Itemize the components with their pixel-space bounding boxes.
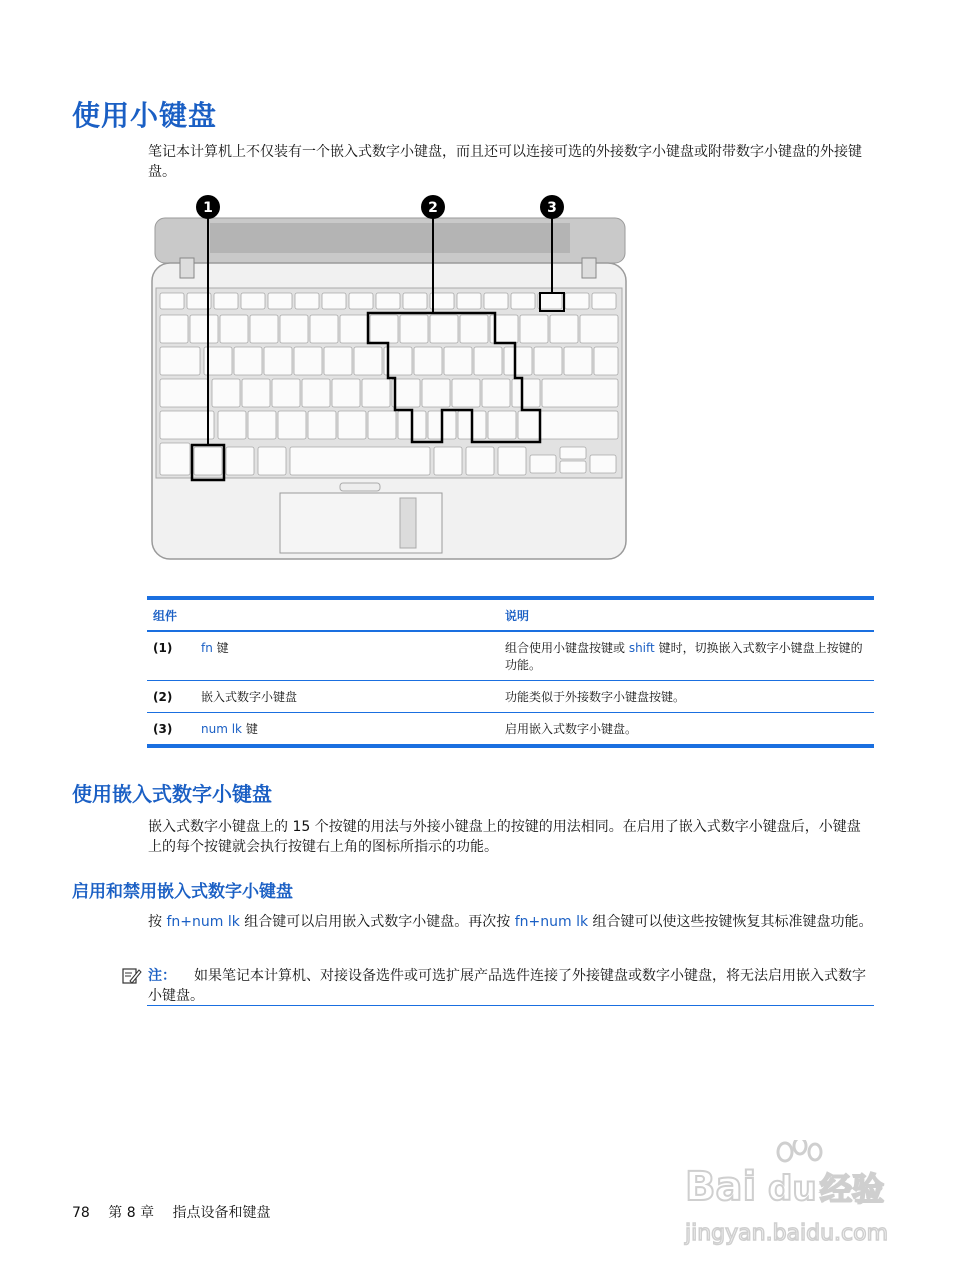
key-name: num lk bbox=[201, 722, 242, 736]
keyboard-key bbox=[560, 447, 586, 459]
note-pencil-icon bbox=[122, 966, 142, 986]
row-description bbox=[499, 713, 874, 747]
callout-3 bbox=[540, 195, 564, 219]
keyboard-key bbox=[434, 447, 462, 475]
keyboard-key bbox=[488, 411, 516, 439]
keyboard-key bbox=[590, 455, 616, 473]
keyboard-key bbox=[264, 347, 292, 375]
keyboard-key bbox=[504, 347, 532, 375]
table-row bbox=[147, 681, 874, 713]
callout-2 bbox=[421, 195, 445, 219]
keyboard-key bbox=[340, 315, 368, 343]
section-heading: 使用嵌入式数字小键盘 bbox=[72, 782, 272, 806]
keyboard-key bbox=[324, 347, 352, 375]
keyboard-key bbox=[338, 411, 366, 439]
component-text: 键 bbox=[212, 641, 229, 655]
keyboard-key bbox=[534, 347, 562, 375]
keyboard-key bbox=[234, 347, 262, 375]
keyboard-key bbox=[190, 315, 218, 343]
keyboard-key bbox=[362, 379, 390, 407]
row-description bbox=[499, 681, 874, 713]
chapter-title: 指点设备和键盘 bbox=[172, 1205, 271, 1221]
keyboard-key bbox=[444, 347, 472, 375]
subsection-paragraph bbox=[148, 912, 874, 932]
keyboard-key bbox=[160, 411, 214, 439]
keyboard-key bbox=[194, 447, 222, 475]
row-component bbox=[195, 631, 499, 681]
baidu-watermark bbox=[680, 1140, 910, 1250]
watermark-brand: Bai bbox=[685, 1164, 757, 1210]
keyboard-key bbox=[278, 411, 306, 439]
note-text: 如果笔记本计算机、对接设备选件或可选扩展产品选件连接了外接键盘或数字小键盘，将无法启用嵌入式数字小键盘。 bbox=[148, 968, 866, 1004]
text-part: 组合键可以使这些按键恢复其标准键盘功能。 bbox=[588, 914, 873, 930]
keyboard-key bbox=[322, 293, 346, 309]
keyboard-key bbox=[560, 461, 586, 473]
keyboard-key bbox=[538, 293, 562, 309]
keyboard-key bbox=[302, 379, 330, 407]
text-part: 组合键可以启用嵌入式数字小键盘。再次按 bbox=[239, 914, 515, 930]
keyboard-key bbox=[290, 447, 430, 475]
keyboard-key bbox=[294, 347, 322, 375]
page-title: 使用小键盘 bbox=[72, 99, 218, 132]
keyboard-key bbox=[160, 443, 190, 475]
keyboard-key bbox=[214, 293, 238, 309]
keyboard-key bbox=[512, 379, 540, 407]
keyboard-key bbox=[511, 293, 535, 309]
keyboard-key bbox=[218, 411, 246, 439]
page-footer bbox=[72, 1202, 285, 1222]
keyboard-key bbox=[295, 293, 319, 309]
keyboard-key bbox=[280, 315, 308, 343]
component-table bbox=[147, 596, 874, 748]
page-number: 78 bbox=[72, 1205, 90, 1221]
callout-3-label: 3 bbox=[547, 200, 557, 216]
keyboard-key bbox=[594, 347, 618, 375]
row-component bbox=[195, 681, 499, 713]
watermark-brand-3: 经验 bbox=[820, 1170, 885, 1208]
key-name: fn bbox=[201, 641, 213, 655]
keyboard-key bbox=[430, 315, 458, 343]
keyboard-key bbox=[242, 379, 270, 407]
note-block bbox=[122, 966, 874, 1006]
row-number: (2) bbox=[147, 681, 195, 713]
watermark-url: jingyan.baidu.com bbox=[685, 1221, 889, 1246]
keyboard-key bbox=[250, 315, 278, 343]
keyboard-key bbox=[457, 293, 481, 309]
header-description: 说明 bbox=[499, 598, 874, 631]
keyboard-key bbox=[308, 411, 336, 439]
desc-text-2: 键时，切换嵌入式数字小键盘上按键的功能。 bbox=[505, 641, 863, 672]
watermark-brand-2: du bbox=[768, 1169, 817, 1209]
keyboard-key bbox=[241, 293, 265, 309]
keyboard-key bbox=[160, 347, 200, 375]
keyboard-key bbox=[310, 315, 338, 343]
keyboard-key bbox=[414, 347, 442, 375]
section-paragraph: 嵌入式数字小键盘上的 15 个按键的用法与外接小键盘上的按键的用法相同。在启用了嵌入式数字小键盘后，小键盘上的每个按键就会执行按键右上角的图标所指示的功能。 bbox=[148, 819, 861, 855]
callout-1-label: 1 bbox=[203, 200, 213, 216]
desc-text: 组合使用小键盘按键或 bbox=[505, 641, 629, 655]
row-number: (3) bbox=[147, 713, 195, 747]
keyboard-key bbox=[474, 347, 502, 375]
row-description bbox=[499, 631, 874, 681]
keyboard-key bbox=[498, 447, 526, 475]
note-divider bbox=[147, 1005, 874, 1006]
callout-1 bbox=[196, 195, 220, 219]
keyboard-key bbox=[220, 315, 248, 343]
keyboard-key bbox=[370, 315, 398, 343]
keyboard-key bbox=[482, 379, 510, 407]
keyboard-key bbox=[349, 293, 373, 309]
keyboard-key bbox=[580, 315, 618, 343]
desc-text: 启用嵌入式数字小键盘。 bbox=[505, 722, 638, 736]
keyboard-key bbox=[592, 293, 616, 309]
desc-text: 功能类似于外接数字小键盘按键。 bbox=[505, 690, 686, 704]
keyboard-key bbox=[160, 315, 188, 343]
row-component bbox=[195, 713, 499, 747]
table-row bbox=[147, 631, 874, 681]
keyboard-key bbox=[484, 293, 508, 309]
intro-paragraph: 笔记本计算机上不仅装有一个嵌入式数字小键盘，而且还可以连接可选的外接数字小键盘或附带数字小键盘的外接键盘。 bbox=[148, 144, 862, 180]
keyboard-key bbox=[565, 293, 589, 309]
keyboard-key bbox=[422, 379, 450, 407]
chapter-number: 第 8 章 bbox=[108, 1205, 155, 1221]
keyboard-key bbox=[332, 379, 360, 407]
keyboard-key bbox=[542, 379, 618, 407]
note-label: 注： bbox=[148, 968, 176, 984]
subsection-heading: 启用和禁用嵌入式数字小键盘 bbox=[72, 882, 293, 902]
keyboard-key bbox=[248, 411, 276, 439]
keyboard-key bbox=[258, 447, 286, 475]
key-combo: fn+num lk bbox=[514, 914, 589, 930]
keyboard-key bbox=[212, 379, 240, 407]
keyboard-key bbox=[354, 347, 382, 375]
keyboard-key bbox=[564, 347, 592, 375]
keyboard-key bbox=[518, 411, 618, 439]
callout-2-label: 2 bbox=[428, 200, 438, 216]
keyboard-key bbox=[403, 293, 427, 309]
component-text: 嵌入式数字小键盘 bbox=[201, 690, 298, 704]
header-component: 组件 bbox=[147, 598, 499, 631]
key-combo: fn+num lk bbox=[166, 914, 240, 930]
keyboard-key bbox=[460, 315, 488, 343]
keyboard-figure bbox=[150, 193, 630, 563]
keyboard-key bbox=[530, 455, 556, 473]
keyboard-key bbox=[268, 293, 292, 309]
keyboard-key bbox=[272, 379, 300, 407]
touchpad bbox=[280, 493, 442, 553]
keyboard-key bbox=[160, 293, 184, 309]
keyboard-key bbox=[160, 379, 208, 407]
keyboard-key bbox=[368, 411, 396, 439]
keyboard-key bbox=[452, 379, 480, 407]
keyboard-key bbox=[550, 315, 578, 343]
keyboard-key bbox=[400, 315, 428, 343]
text-part: 按 bbox=[148, 914, 167, 930]
component-text: 键 bbox=[242, 722, 258, 736]
keyboard-key bbox=[226, 447, 254, 475]
keyboard-key bbox=[520, 315, 548, 343]
desc-key: shift bbox=[628, 641, 655, 655]
row-number: (1) bbox=[147, 631, 195, 681]
table-row bbox=[147, 713, 874, 747]
keyboard-key bbox=[466, 447, 494, 475]
keyboard-key bbox=[376, 293, 400, 309]
